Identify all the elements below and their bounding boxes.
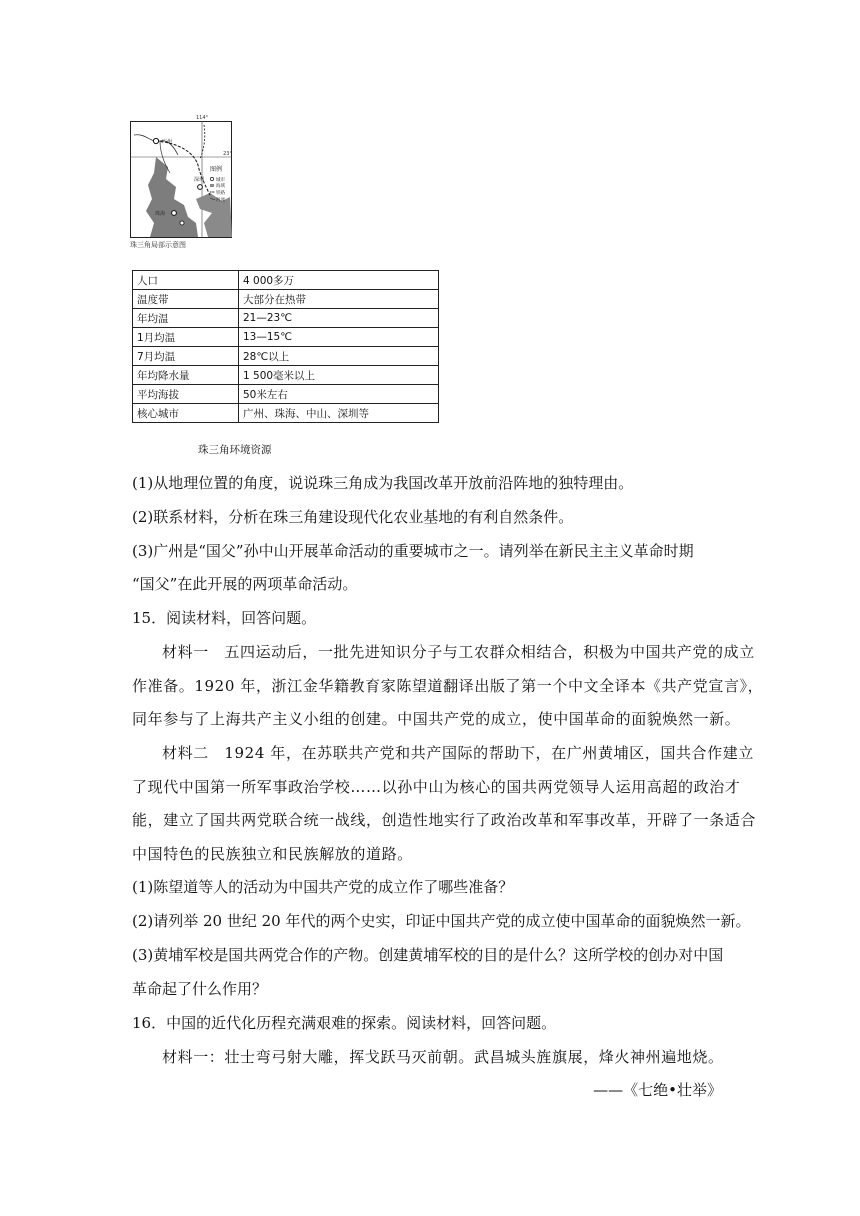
table-cell-value: 广州、珠海、中山、深圳等 (239, 404, 439, 423)
q14-subquestion-1: (1)从地理位置的角度，说说珠三角成为我国改革开放前沿阵地的独特理由。 (132, 474, 634, 492)
pearl-river-delta-map (130, 113, 234, 253)
q15-title: 15．阅读材料，回答问题。 (132, 609, 317, 627)
sea-swatch-icon (210, 184, 214, 187)
table-cell-value: 13—15℃ (239, 328, 439, 347)
table-cell-value: 4 000多万 (239, 271, 439, 290)
table-cell-value: 28℃以上 (239, 347, 439, 366)
table-row (133, 385, 439, 404)
table-cell-key: 年均降水量 (133, 366, 239, 385)
table-row (133, 404, 439, 423)
q15-subquestion-3-line-1: (3)黄埔军校是国共两党合作的产物。创建黄埔军校的目的是什么？这所学校的创办对中国 (132, 946, 724, 964)
q15-material-2-line-2: 了现代中国第一所军事政治学校……以孙中山为核心的国共两党领导人运用高超的政治才 (132, 778, 741, 796)
q16-source: ——《七绝•壮举》 (593, 1081, 722, 1099)
legend-item-sea: 海域 (216, 184, 225, 189)
q14-subquestion-2: (2)联系材料，分析在珠三角建设现代化农业基地的有利自然条件。 (132, 508, 574, 526)
table-cell-key: 7月均温 (133, 347, 239, 366)
q15-material-1-line-2: 作准备。1920 年，浙江金华籍教育家陈望道翻译出版了第一个中文全译本《共产党宣言》， (132, 677, 764, 695)
q15-subquestion-1: (1)陈望道等人的活动为中国共产党的成立作了哪些准备？ (132, 878, 514, 896)
table-cell-value: 大部分在热带 (239, 290, 439, 309)
q15-subquestion-2: (2)请列举 20 世纪 20 年代的两个史实，印证中国共产党的成立使中国革命的面貌焕然一新。 (132, 912, 751, 930)
map-graphic (130, 113, 234, 238)
table-row (133, 328, 439, 347)
q15-material-2-line-1: 材料二 1924 年，在苏联共产党和共产国际的帮助下，在广州黄埔区，国共合作建立 (162, 744, 754, 762)
latitude-label: 23° (223, 151, 232, 157)
q14-subquestion-3-line-1: (3)广州是“国父”孙中山开展革命活动的重要城市之一。请列举在新民主主义革命时期 (132, 542, 694, 560)
city-shenzhen-dot (198, 185, 203, 190)
city-label-zhuhai: 珠海 (155, 211, 166, 217)
table-row (133, 290, 439, 309)
q15-subquestion-3-line-2: 革命起了什么作用？ (132, 980, 268, 998)
q16-material-1: 材料一：壮士弯弓射大雕，挥戈跃马灭前朝。武昌城头旌旗展，烽火神州遍地烧。 (162, 1048, 724, 1066)
table-cell-key: 年均温 (133, 309, 239, 328)
table-row (133, 347, 439, 366)
city-dot-icon (210, 177, 213, 180)
table-cell-value: 1 500毫米以上 (239, 366, 439, 385)
legend-title: 图例 (210, 166, 223, 173)
q15-material-2-line-3: 能，建立了国共两党联合统一战线，创造性地实行了政治改革和军事改革，开辟了一条适合 (132, 811, 757, 829)
table-cell-key: 人口 (133, 271, 239, 290)
map-caption: 珠三角局部示意图 (130, 241, 186, 249)
city-label-guangzhou: 广州 (162, 139, 173, 145)
city-zhuhai-dot (172, 211, 177, 216)
q15-material-2-line-4: 中国特色的民族独立和民族解放的道路。 (132, 845, 413, 863)
table-cell-value: 50米左右 (239, 385, 439, 404)
q16-title: 16．中国的近代化历程充满艰难的探索。阅读材料，回答问题。 (132, 1014, 557, 1032)
table-cell-value: 21—23℃ (239, 309, 439, 328)
table-cell-key: 温度带 (133, 290, 239, 309)
legend-item-river: 河流 (216, 198, 225, 203)
q15-material-1-line-3: 同年参与了上海共产主义小组的创建。中国共产党的成立，使中国革命的面貌焕然一新。 (132, 710, 741, 728)
q15-material-1-line-1: 材料一 五四运动后，一批先进知识分子与工农群众相结合，积极为中国共产党的成立 (162, 643, 755, 661)
q14-subquestion-3-line-2: “国父”在此开展的两项革命活动。 (132, 575, 358, 593)
table-cell-key: 平均海拔 (133, 385, 239, 404)
longitude-label: 114° (196, 115, 209, 121)
table-cell-key: 1月均温 (133, 328, 239, 347)
table-row (133, 309, 439, 328)
city-guangzhou-dot (153, 138, 158, 143)
legend-item-city: 城市 (216, 178, 225, 183)
table-row (133, 366, 439, 385)
table-caption: 珠三角环境资源 (198, 444, 272, 456)
legend-item-railway: 铁路 (216, 191, 225, 196)
environment-table (132, 270, 439, 423)
table-cell-key: 核心城市 (133, 404, 239, 423)
table-row (133, 271, 439, 290)
city-label-shenzhen: 深圳 (194, 177, 205, 183)
